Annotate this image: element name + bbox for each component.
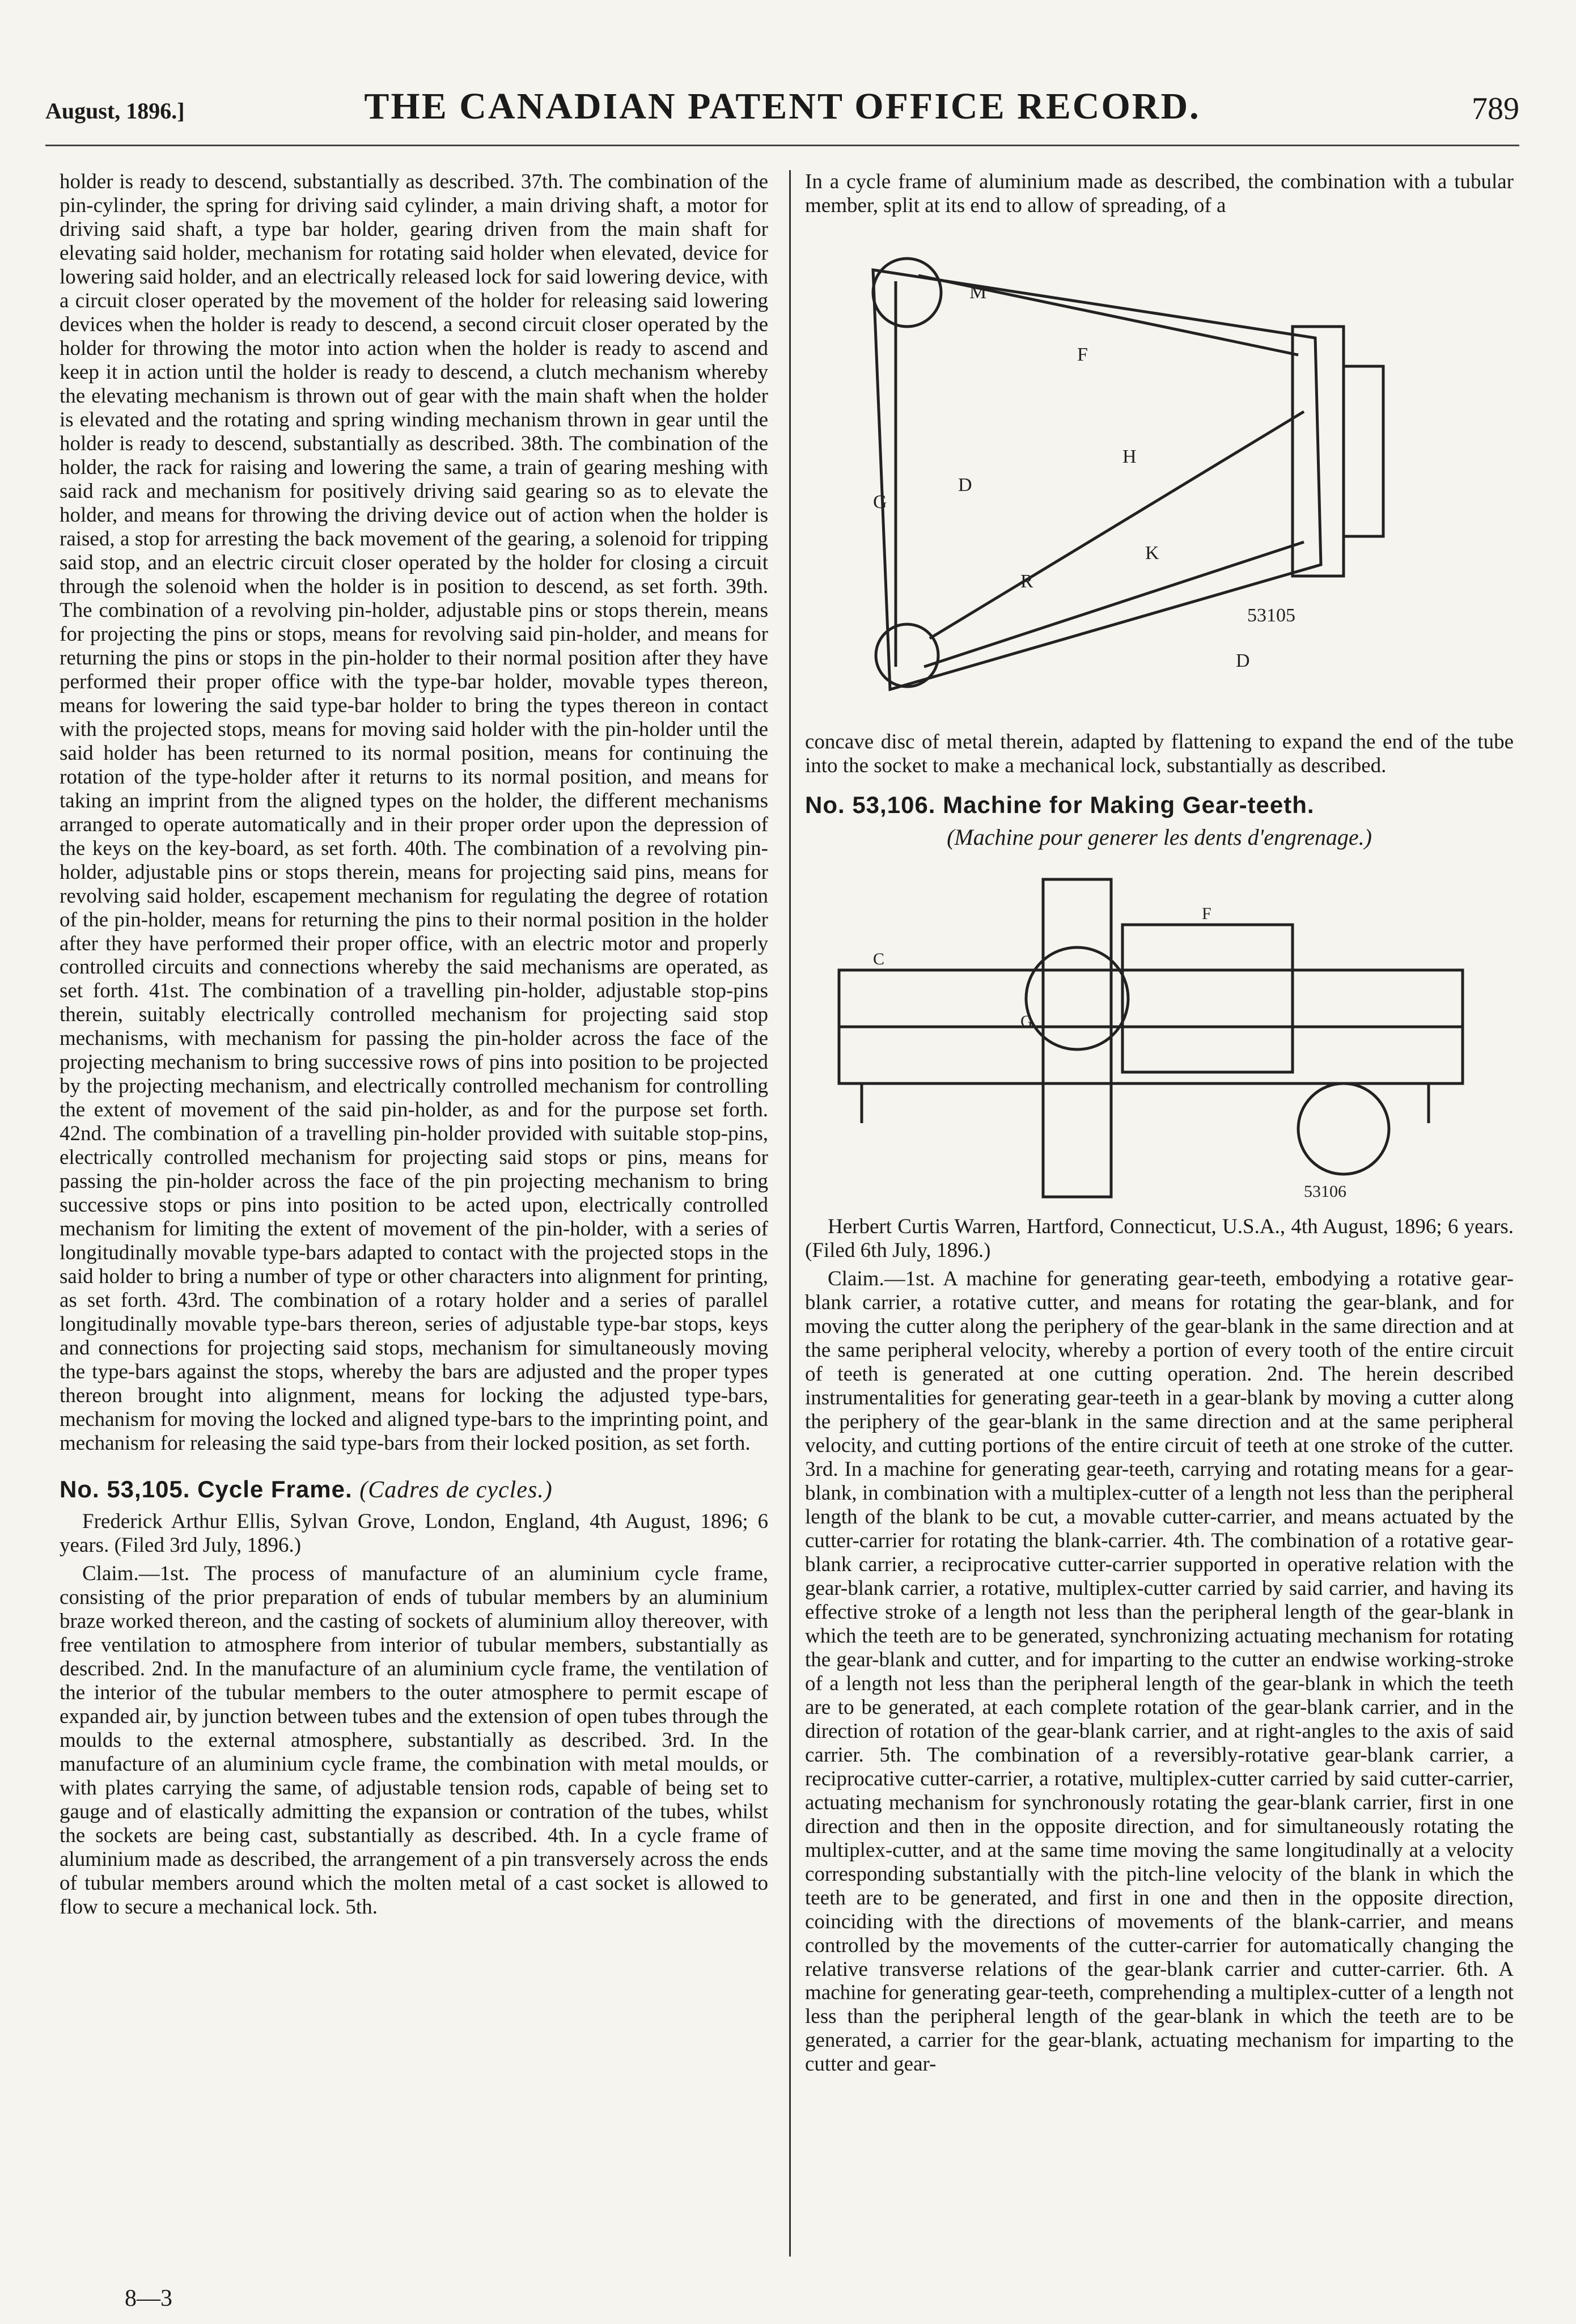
page-number: 789: [1472, 91, 1519, 126]
claim-text: Claim.—1st. The process of manufacture of an aluminium cycle frame, consisting of the prior preparation of ends of tubular members by an aluminium braze worked thereon, and the casting of sockets of aluminium alloy thereover, with free ventilation to atmosphere from interior of tubular members, substantially as described. 2nd. In the manufacture of an aluminium cycle frame, the ventilation of the interior of the tubular members to the outer atmosphere to permit escape of expanded air, by junction between tubes and the extension of open tubes through the moulds to the external atmosphere, substantially as described. 3rd. In the manufacture of an aluminium cycle frame, the combination with metal moulds, or with plates carrying the same, of adjustable tension rods, capable of being set to gauge and of elastically admitting the expansion or contration of the tubes, whilst the sockets are being cast, substantially as described. 4th. In a cycle frame of aluminium made as described, the arrangement of a pin transversely across the ends of tubular members around which the molten metal of a cast socket is allowed to flow to secure a mechanical lock. 5th.: [60, 1561, 769, 1919]
patent-heading-53105: [60, 1476, 768, 1504]
patent-title: Cycle Frame.: [197, 1476, 353, 1503]
issue-date: August, 1896.]: [45, 98, 185, 124]
claims-continuation-right: In a cycle frame of aluminium made as described, the combination with a tubular member, split at its end to allow of spreading, of a: [805, 170, 1514, 217]
svg-text:K: K: [1145, 542, 1159, 564]
inventor-line: Frederick Arthur Ellis, Sylvan Grove, London, England, 4th August, 1896; 6 years. (Filed 3rd July, 1896.): [60, 1509, 768, 1557]
patent-title-french: (Cadres de cycles.): [359, 1477, 553, 1504]
svg-text:D: D: [1236, 650, 1250, 671]
svg-text:D: D: [958, 474, 972, 496]
claim-continuation-after-figure: concave disc of metal therein, adapted by flattening to expand the end of the tube into the socket to make a mechanical lock, substantially as described.: [805, 730, 1514, 777]
svg-text:M: M: [969, 281, 987, 303]
svg-text:F: F: [1077, 344, 1088, 365]
gear-machine-figure: [805, 857, 1514, 1208]
svg-text:G: G: [1020, 1011, 1033, 1031]
figure-number: 53105: [1247, 604, 1295, 626]
inventor-line: Herbert Curtis Warren, Hartford, Connecticut, U.S.A., 4th August, 1896; 6 years. (Filed 6th July, 1896.): [805, 1214, 1514, 1262]
svg-text:R: R: [1020, 570, 1033, 592]
header-rule: [45, 145, 1519, 146]
svg-text:H: H: [1122, 446, 1137, 467]
patent-number: No. 53,106.: [805, 791, 936, 818]
cycle-frame-figure: [805, 225, 1514, 723]
figure-number: 53106: [1304, 1182, 1346, 1201]
claims-continuation: holder is ready to descend, substantially as described. 37th. The combination of the pin-cylinder, the spring for driving said cylinder, a main driving shaft, a motor for driving said shaft, a type bar holder, gearing driven from the main shaft for elevating said holder, mechanism for rotating said holder when elevated, device for lowering said holder, and an electrically released lock for said lowering device, with a circuit closer operated by the movement of the holder for releasing said lowering devices when the holder is ready to descend, a second circuit closer operated by the holder for throwing the motor into action when the holder is ready to ascend and keep it in action until the holder is ready to descend, a clutch mechanism whereby the elevating mechanism is thrown out of gear with the main shaft when the holder is elevated and the rotating and spring winding mechanism thrown in gear until the holder is ready to descend, substantially as described. 38th. The combination of the holder, the rack for raising and lowering the same, a train of gearing meshing with said rack and mechanism for positively driving said gearing so as to elevate the holder, and means for throwing the driving device out of action when the holder is raised, a stop for arresting the back movement of the gearing, a solenoid for tripping said stop, and an electric circuit closer operated by the holder for closing a circuit through the solenoid when the holder is in position to descend, as set forth. 39th. The combination of a revolving pin-holder, adjustable pins or stops therein, means for projecting the pins or stops, means for revolving said pin-holder, and means for returning the pins or stops in the pin-holder to their normal position after they have performed their proper office with the type-bar holder, movable types thereon, means for lowering the said type-bar holder to bring the types thereon in contact with the projected stops, means for moving said holder with the pin-holder until the said holder has been returned to its normal position, means for continuing the rotation of the type-holder after it returns to its normal position, and means for taking an imprint from the aligned types on the holder, the different mechanisms arranged to operate automatically and in their proper order upon the depression of the keys on the key-board, as set forth. 40th. The combination of a revolving pin-holder, adjustable pins or stops therein, means for projecting said pins, means for revolving said holder, escapement mechanism for regulating the degree of rotation of the pin-holder, means for returning the pins to their normal position in the holder after they have performed their proper office, with an electric motor and properly controlled circuits and connections whereby the said mechanisms are operated, as set forth. 41st. The combination of a travelling pin-holder, adjustable stop-pins therein, suitably electrically controlled mechanism for projecting said stop mechanisms, with mechanism for passing the pin-holder across the face of the projecting mechanism to bring successive rows of pins into position to be projected by the projecting mechanism, and electrically controlled mechanism for controlling the extent of movement of the said pin-holder, as and for the purpose set forth. 42nd. The combination of a travelling pin-holder provided with suitable stop-pins, electrically controlled mechanism for projecting said stops or pins, means for passing the pin-holder across the face of the pin projecting mechanism to bring successive stops or pins into position to be acted upon, electrically controlled mechanism for limiting the extent of movement of the pin-holder, with a series of longitudinally movable type-bars adapted to contact with the projected stops in the said holder to bring a number of type or other characters into alignment for printing, as set forth. 43rd. The combination of a rotary holder and a series of parallel longitudinally movable type-bars thereon, series of adjustable type-bar stops, keys and connections for projecting said stops, mechanism for simultaneously moving the type-bars against the stops, whereby the bars are adjusted and the proper types thereon brought into alignment, means for locking the adjusted type-bars, mechanism for moving the locked and aligned type-bars to the imprinting point, and mechanism for releasing the said type-bars from their locked position, as set forth.: [60, 170, 768, 1455]
left-column: [60, 170, 768, 1919]
svg-text:F: F: [1202, 904, 1211, 923]
claim-text: Claim.—1st. A machine for generating gear-teeth, embodying a rotative gear-blank carrier, a rotative cutter, and means for rotating the gear-blank, and for moving the cutter along the periphery of the gear-blank in the same direction and at the same peripheral velocity, whereby a portion of every tooth of the entire circuit of teeth is generated at one cutting operation. 2nd. The herein described instrumentalities for generating gear-teeth in a gear-blank by moving a cutter along the periphery of the gear-blank in the same direction and at the same peripheral velocity, and cutting portions of the entire circuit of teeth at one stroke of the cutter. 3rd. In a machine for generating gear-teeth, carrying and rotating means for a gear-blank, in combination with a multiplex-cutter of a length not less than the peripheral length of the blank to be cut, a movable cutter-carrier, and means actuated by the cutter-carrier for rotating the blank-carrier. 4th. The combination of a rotative gear-blank carrier, a reciprocative cutter-carrier supported in operative relation with the gear-blank carrier, a rotative, multiplex-cutter carried by said carrier, and having its effective stroke of a length not less than the peripheral length of the gear-blank in which the teeth are to be generated, synchronizing actuating mechanism for rotating the gear-blank and cutter, and for imparting to the cutter an endwise working-stroke of a length not less than the peripheral length of the gear-blank in which the teeth are to be generated, at each complete rotation of the gear-blank carrier, and in the direction of rotation of the gear-blank carrier, and at right-angles to the axis of said carrier. 5th. The combination of a reversibly-rotative gear-blank carrier, a reciprocative cutter-carrier, a rotative, multiplex-cutter carried by said cutter-carrier, actuating mechanism for synchronously rotating the gear-blank carrier, first in one direction and then in the opposite direction, and for simultaneously rotating the multiplex-cutter, and at the same time moving the same longitudinally at a velocity corresponding substantially with the pitch-line velocity of the blank in which the teeth are to be generated, and first in one and then in the opposite direction, coinciding with the directions of movements of the blank-carrier, and means controlled by the movements of the cutter-carrier for automatically changing the relative transverse relations of the gear-blank carrier and cutter-carrier. 6th. A machine for generating gear-teeth, comprehending a multiplex-cutter of a length not less than the peripheral length of the gear-blank in which the teeth are to be generated, a carrier for the gear-blank, actuating mechanism for imparting to the cutter and gear-: [805, 1267, 1514, 2076]
right-column: [805, 170, 1514, 2076]
page-header: [45, 85, 1519, 130]
publication-title: THE CANADIAN PATENT OFFICE RECORD.: [364, 86, 1201, 127]
patent-title: Machine for Making Gear-teeth.: [943, 791, 1315, 818]
svg-text:G: G: [873, 491, 887, 513]
column-divider: [789, 170, 791, 2257]
svg-text:C: C: [873, 949, 885, 968]
patent-number: No. 53,105.: [60, 1476, 190, 1503]
signature-mark: 8—3: [125, 2285, 172, 2312]
patent-heading-53106: [805, 791, 1514, 819]
patent-title-french: (Machine pour generer les dents d'engrenage.): [947, 824, 1372, 850]
